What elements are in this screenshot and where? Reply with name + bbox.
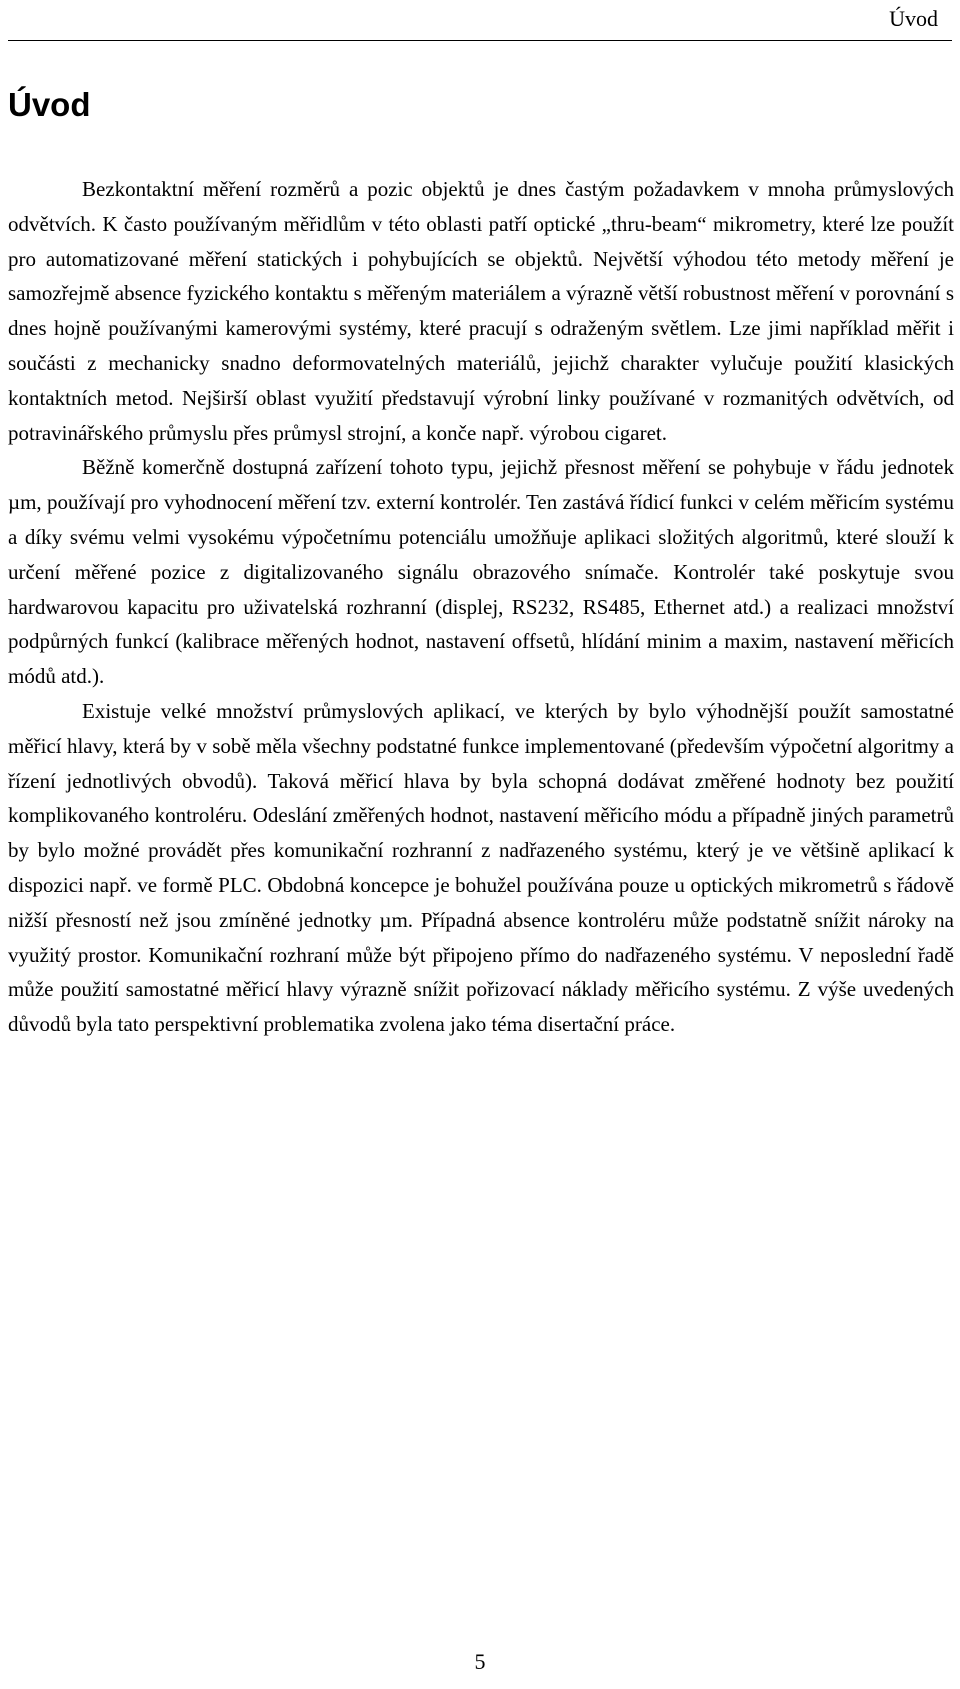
header-rule (8, 40, 952, 41)
page-number: 5 (474, 1649, 486, 1674)
body-text (8, 172, 954, 1042)
running-header: Úvod (889, 6, 938, 31)
paragraph-motivation: Existuje velké množství průmyslových aplikací, ve kterých by bylo výhodnější použít samostatné měřicí hlavy, která by v sobě měla všechny podstatné funkce implementované (především výpočetní algoritmy a řízení jednotlivých obvodů). Taková měřicí hlava by byla schopná dodávat změřené hodnoty bez použití komplikovaného kontroléru. Odeslání změřených hodnot, nastavení měřicího módu a případně jiných parametrů by bylo možné provádět přes komunikační rozhranní z nadřazeného systému, který je ve většině aplikací k dispozici např. ve formě PLC. Obdobná koncepce je bohužel používána pouze u optických mikrometrů s řádově nižší přesností než jsou zmíněné jednotky µm. Případná absence kontroléru může podstatně snížit nároky na využitý prostor. Komunikační rozhraní může být připojeno přímo do nadřazeného systému. V neposlední řadě může použití samostatné měřicí hlavy výrazně snížit pořizovací náklady měřicího systému. Z výše uvedených důvodů byla tato perspektivní problematika zvolena jako téma disertační práce. (8, 698, 954, 1037)
paragraph-controller: Běžně komerčně dostupná zařízení tohoto typu, jejichž přesnost měření se pohybuje v řádu jednotek µm, používají pro vyhodnocení měření tzv. externí kontrolér. Ten zastává řídicí funkci v celém měřicím systému a díky svému velmi vysokému výpočetnímu potenciálu umožňuje aplikaci složitých algoritmů, které slouží k určení měřené pozice z digitalizovaného signálu obrazového snímače. Kontrolér také poskytuje svou hardwarovou kapacitu pro uživatelská rozhranní (displej, RS232, RS485, Ethernet atd.) a realizaci množství podpůrných funkcí (kalibrace měřených hodnot, nastavení offsetů, hlídání minim a maxim, nastavení měřicích módů atd.). (8, 455, 954, 689)
chapter-title: Úvod (8, 86, 91, 123)
paragraph-intro: Bezkontaktní měření rozměrů a pozic objektů je dnes častým požadavkem v mnoha průmyslových odvětvích. K často používaným měřidlům v této oblasti patří optické „thru-beam“ mikrometry, které lze použít pro automatizované měření statických i pohybujících se objektů. Největší výhodou této metody měření je samozřejmě absence fyzického kontaktu s měřeným materiálem a výrazně větší robustnost měření v porovnání s dnes hojně používanými kamerovými systémy, které pracují s odraženým světlem. Lze jimi například měřit i součásti z mechanicky snadno deformovatelných materiálů, jejichž charakter vylučuje použití klasických kontaktních metod. Nejširší oblast využití představují výrobní linky používané v rozmanitých odvětvích, od potravinářského průmyslu přes průmysl strojní, a konče např. výrobou cigaret. (8, 177, 954, 445)
